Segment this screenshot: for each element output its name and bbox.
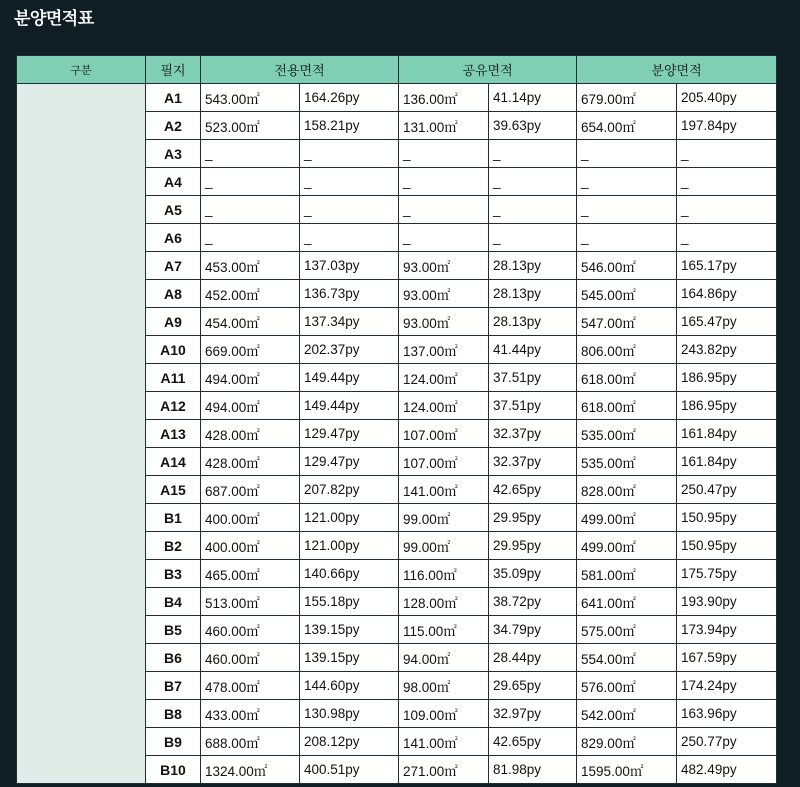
exclusive-area-m2-cell: 478.00㎡ <box>201 672 300 700</box>
exclusive-area-m2-cell: 669.00㎡ <box>201 336 300 364</box>
exclusive-area-m2-cell: 465.00㎡ <box>201 560 300 588</box>
area-table <box>16 55 777 784</box>
sale-area-py-cell: 250.77py <box>677 728 777 756</box>
table-body <box>17 84 777 784</box>
exclusive-area-py-cell: 149.44py <box>300 364 399 392</box>
lot-cell: A12 <box>146 392 201 420</box>
exclusive-area-m2-cell: 1324.00㎡ <box>201 756 300 784</box>
lot-cell: A11 <box>146 364 201 392</box>
sale-area-py-cell: 173.94py <box>677 616 777 644</box>
shared-area-m2-cell: 94.00㎡ <box>399 644 489 672</box>
shared-area-m2-cell: 115.00㎡ <box>399 616 489 644</box>
sale-area-py-cell: 186.95py <box>677 392 777 420</box>
exclusive-area-m2-cell: 460.00㎡ <box>201 644 300 672</box>
shared-area-m2-cell: 271.00㎡ <box>399 756 489 784</box>
sale-area-m2-cell: 679.00㎡ <box>577 84 677 112</box>
exclusive-area-m2-cell: 513.00㎡ <box>201 588 300 616</box>
lot-cell: B9 <box>146 728 201 756</box>
lot-cell: A5 <box>146 196 201 224</box>
exclusive-area-m2-cell: 460.00㎡ <box>201 616 300 644</box>
lot-cell: B6 <box>146 644 201 672</box>
lot-cell: A8 <box>146 280 201 308</box>
shared-area-m2-cell: 124.00㎡ <box>399 364 489 392</box>
table-row <box>17 84 777 112</box>
sale-area-py-cell: 175.75py <box>677 560 777 588</box>
sale-area-py-cell: 174.24py <box>677 672 777 700</box>
exclusive-area-py-cell: 207.82py <box>300 476 399 504</box>
exclusive-area-m2-cell: 523.00㎡ <box>201 112 300 140</box>
exclusive-area-py-cell: 136.73py <box>300 280 399 308</box>
shared-area-m2-cell: 131.00㎡ <box>399 112 489 140</box>
lot-cell: A3 <box>146 140 201 168</box>
shared-area-m2-cell: _ <box>399 140 489 168</box>
sale-area-m2-cell: 828.00㎡ <box>577 476 677 504</box>
shared-area-py-cell: 41.14py <box>489 84 577 112</box>
lot-cell: A13 <box>146 420 201 448</box>
shared-area-m2-cell: _ <box>399 168 489 196</box>
exclusive-area-py-cell: _ <box>300 168 399 196</box>
shared-area-m2-cell: _ <box>399 224 489 252</box>
shared-area-py-cell: 42.65py <box>489 476 577 504</box>
exclusive-area-m2-cell: 543.00㎡ <box>201 84 300 112</box>
exclusive-area-py-cell: 155.18py <box>300 588 399 616</box>
sale-area-py-cell: 150.95py <box>677 532 777 560</box>
lot-cell: A9 <box>146 308 201 336</box>
exclusive-area-m2-cell: 400.00㎡ <box>201 532 300 560</box>
shared-area-m2-cell: 109.00㎡ <box>399 700 489 728</box>
sale-area-m2-cell: 499.00㎡ <box>577 532 677 560</box>
exclusive-area-py-cell: 137.03py <box>300 252 399 280</box>
exclusive-area-m2-cell: 453.00㎡ <box>201 252 300 280</box>
sale-area-m2-cell: 547.00㎡ <box>577 308 677 336</box>
exclusive-area-m2-cell: 688.00㎡ <box>201 728 300 756</box>
sale-area-py-cell: 186.95py <box>677 364 777 392</box>
sale-area-py-cell: 163.96py <box>677 700 777 728</box>
lot-cell: B4 <box>146 588 201 616</box>
shared-area-py-cell: 42.65py <box>489 728 577 756</box>
exclusive-area-py-cell: 202.37py <box>300 336 399 364</box>
sale-area-py-cell: 482.49py <box>677 756 777 784</box>
page-title: 분양면적표 <box>14 9 94 29</box>
shared-area-m2-cell: 137.00㎡ <box>399 336 489 364</box>
shared-area-py-cell: 35.09py <box>489 560 577 588</box>
lot-cell: B1 <box>146 504 201 532</box>
shared-area-m2-cell: 141.00㎡ <box>399 476 489 504</box>
shared-area-m2-cell: 107.00㎡ <box>399 448 489 476</box>
exclusive-area-m2-cell: _ <box>201 196 300 224</box>
sale-area-m2-cell: _ <box>577 224 677 252</box>
lot-cell: A2 <box>146 112 201 140</box>
shared-area-m2-cell: 93.00㎡ <box>399 308 489 336</box>
sale-area-py-cell: 161.84py <box>677 448 777 476</box>
exclusive-area-py-cell: 121.00py <box>300 504 399 532</box>
exclusive-area-m2-cell: _ <box>201 140 300 168</box>
sale-area-m2-cell: 618.00㎡ <box>577 392 677 420</box>
sale-area-m2-cell: 654.00㎡ <box>577 112 677 140</box>
shared-area-m2-cell: 141.00㎡ <box>399 728 489 756</box>
sale-area-m2-cell: 535.00㎡ <box>577 420 677 448</box>
sale-area-m2-cell: _ <box>577 168 677 196</box>
lot-cell: B3 <box>146 560 201 588</box>
sale-area-m2-cell: 542.00㎡ <box>577 700 677 728</box>
sale-area-py-cell: _ <box>677 196 777 224</box>
shared-area-py-cell: 38.72py <box>489 588 577 616</box>
sale-area-m2-cell: 546.00㎡ <box>577 252 677 280</box>
sale-area-m2-cell: 581.00㎡ <box>577 560 677 588</box>
shared-area-py-cell: 29.95py <box>489 532 577 560</box>
shared-area-py-cell: 37.51py <box>489 392 577 420</box>
shared-area-py-cell: 32.37py <box>489 420 577 448</box>
sale-area-py-cell: 165.47py <box>677 308 777 336</box>
shared-area-m2-cell: 136.00㎡ <box>399 84 489 112</box>
shared-area-py-cell: 32.37py <box>489 448 577 476</box>
shared-area-py-cell: 81.98py <box>489 756 577 784</box>
shared-area-py-cell: 28.13py <box>489 308 577 336</box>
sale-area-m2-cell: 575.00㎡ <box>577 616 677 644</box>
exclusive-area-py-cell: _ <box>300 196 399 224</box>
exclusive-area-py-cell: 139.15py <box>300 616 399 644</box>
exclusive-area-m2-cell: 494.00㎡ <box>201 392 300 420</box>
header-lot: 필지 <box>146 56 201 84</box>
shared-area-m2-cell: 99.00㎡ <box>399 532 489 560</box>
category-cell <box>17 84 146 784</box>
lot-cell: A15 <box>146 476 201 504</box>
exclusive-area-m2-cell: 428.00㎡ <box>201 448 300 476</box>
sale-area-m2-cell: 554.00㎡ <box>577 644 677 672</box>
exclusive-area-py-cell: 144.60py <box>300 672 399 700</box>
sale-area-m2-cell: 829.00㎡ <box>577 728 677 756</box>
sale-area-py-cell: 164.86py <box>677 280 777 308</box>
shared-area-m2-cell: 93.00㎡ <box>399 252 489 280</box>
sale-area-m2-cell: _ <box>577 140 677 168</box>
shared-area-m2-cell: 93.00㎡ <box>399 280 489 308</box>
exclusive-area-m2-cell: _ <box>201 224 300 252</box>
exclusive-area-py-cell: 137.34py <box>300 308 399 336</box>
lot-cell: B5 <box>146 616 201 644</box>
shared-area-py-cell: 28.13py <box>489 252 577 280</box>
shared-area-py-cell: 37.51py <box>489 364 577 392</box>
sale-area-m2-cell: _ <box>577 196 677 224</box>
sale-area-py-cell: _ <box>677 224 777 252</box>
shared-area-py-cell: _ <box>489 140 577 168</box>
exclusive-area-py-cell: 149.44py <box>300 392 399 420</box>
shared-area-m2-cell: 128.00㎡ <box>399 588 489 616</box>
lot-cell: B8 <box>146 700 201 728</box>
sale-area-m2-cell: 545.00㎡ <box>577 280 677 308</box>
header-sale-area: 분양면적 <box>577 56 777 84</box>
sale-area-m2-cell: 535.00㎡ <box>577 448 677 476</box>
sale-area-py-cell: 161.84py <box>677 420 777 448</box>
lot-cell: B7 <box>146 672 201 700</box>
lot-cell: A10 <box>146 336 201 364</box>
lot-cell: A4 <box>146 168 201 196</box>
sale-area-m2-cell: 499.00㎡ <box>577 504 677 532</box>
sale-area-py-cell: 243.82py <box>677 336 777 364</box>
exclusive-area-py-cell: 121.00py <box>300 532 399 560</box>
shared-area-m2-cell: 124.00㎡ <box>399 392 489 420</box>
sale-area-py-cell: 150.95py <box>677 504 777 532</box>
header-category: 구분 <box>17 56 146 84</box>
shared-area-m2-cell: 116.00㎡ <box>399 560 489 588</box>
exclusive-area-py-cell: 130.98py <box>300 700 399 728</box>
header-exclusive-area: 전용면적 <box>201 56 399 84</box>
lot-cell: A1 <box>146 84 201 112</box>
shared-area-py-cell: 28.13py <box>489 280 577 308</box>
exclusive-area-m2-cell: _ <box>201 168 300 196</box>
shared-area-m2-cell: 107.00㎡ <box>399 420 489 448</box>
area-table-container <box>16 55 776 784</box>
sale-area-py-cell: 205.40py <box>677 84 777 112</box>
shared-area-py-cell: _ <box>489 168 577 196</box>
lot-cell: B2 <box>146 532 201 560</box>
exclusive-area-py-cell: 139.15py <box>300 644 399 672</box>
shared-area-py-cell: 41.44py <box>489 336 577 364</box>
shared-area-py-cell: 39.63py <box>489 112 577 140</box>
exclusive-area-py-cell: _ <box>300 224 399 252</box>
exclusive-area-m2-cell: 452.00㎡ <box>201 280 300 308</box>
shared-area-m2-cell: 99.00㎡ <box>399 504 489 532</box>
exclusive-area-m2-cell: 454.00㎡ <box>201 308 300 336</box>
sale-area-m2-cell: 618.00㎡ <box>577 364 677 392</box>
sale-area-py-cell: 250.47py <box>677 476 777 504</box>
sale-area-m2-cell: 806.00㎡ <box>577 336 677 364</box>
exclusive-area-py-cell: 129.47py <box>300 420 399 448</box>
exclusive-area-py-cell: 140.66py <box>300 560 399 588</box>
sale-area-m2-cell: 1595.00㎡ <box>577 756 677 784</box>
shared-area-py-cell: 34.79py <box>489 616 577 644</box>
shared-area-py-cell: _ <box>489 196 577 224</box>
exclusive-area-m2-cell: 494.00㎡ <box>201 364 300 392</box>
lot-cell: B10 <box>146 756 201 784</box>
sale-area-py-cell: 193.90py <box>677 588 777 616</box>
lot-cell: A6 <box>146 224 201 252</box>
lot-cell: A14 <box>146 448 201 476</box>
shared-area-py-cell: 28.44py <box>489 644 577 672</box>
sale-area-m2-cell: 576.00㎡ <box>577 672 677 700</box>
lot-cell: A7 <box>146 252 201 280</box>
shared-area-m2-cell: _ <box>399 196 489 224</box>
header-shared-area: 공유면적 <box>399 56 577 84</box>
exclusive-area-m2-cell: 433.00㎡ <box>201 700 300 728</box>
sale-area-py-cell: 165.17py <box>677 252 777 280</box>
sale-area-py-cell: 197.84py <box>677 112 777 140</box>
shared-area-py-cell: 29.95py <box>489 504 577 532</box>
shared-area-py-cell: _ <box>489 224 577 252</box>
sale-area-m2-cell: 641.00㎡ <box>577 588 677 616</box>
sale-area-py-cell: _ <box>677 140 777 168</box>
sale-area-py-cell: _ <box>677 168 777 196</box>
exclusive-area-m2-cell: 428.00㎡ <box>201 420 300 448</box>
exclusive-area-py-cell: 158.21py <box>300 112 399 140</box>
exclusive-area-py-cell: 400.51py <box>300 756 399 784</box>
sale-area-py-cell: 167.59py <box>677 644 777 672</box>
exclusive-area-py-cell: 208.12py <box>300 728 399 756</box>
shared-area-py-cell: 32.97py <box>489 700 577 728</box>
exclusive-area-m2-cell: 400.00㎡ <box>201 504 300 532</box>
shared-area-m2-cell: 98.00㎡ <box>399 672 489 700</box>
exclusive-area-py-cell: 129.47py <box>300 448 399 476</box>
exclusive-area-py-cell: 164.26py <box>300 84 399 112</box>
table-header-row <box>17 56 777 84</box>
shared-area-py-cell: 29.65py <box>489 672 577 700</box>
exclusive-area-m2-cell: 687.00㎡ <box>201 476 300 504</box>
exclusive-area-py-cell: _ <box>300 140 399 168</box>
